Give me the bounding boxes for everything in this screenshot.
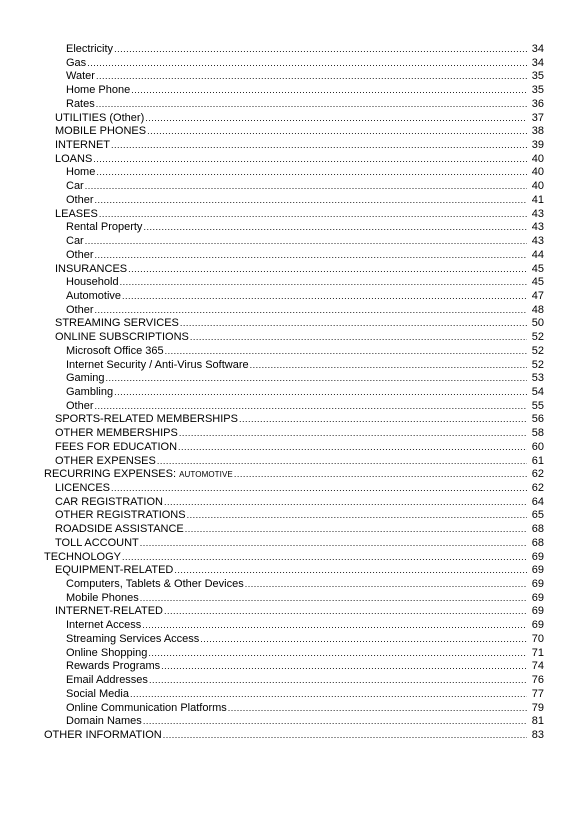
dot-leader — [106, 372, 527, 386]
toc-entry[interactable] — [0, 674, 574, 688]
toc-entry[interactable] — [0, 509, 574, 523]
toc-entry-page: 41 — [531, 193, 544, 206]
toc-entry-title: SPORTS-RELATED MEMBERSHIPS — [55, 413, 238, 426]
toc-entry-page: 53 — [531, 372, 544, 385]
toc-entry-page: 50 — [531, 317, 544, 330]
toc-entry-subtitle: AUTOMOTIVE — [179, 470, 233, 480]
toc-entry-title: Car — [66, 180, 84, 193]
toc-entry-page: 40 — [531, 166, 544, 179]
toc-entry-title: Rewards Programs — [66, 660, 161, 673]
toc-entry-title: INTERNET-RELATED — [55, 605, 163, 618]
toc-entry-page: 71 — [531, 646, 544, 659]
toc-entry-title: Home — [66, 166, 96, 179]
toc-entry-title: OTHER REGISTRATIONS — [55, 509, 186, 522]
toc-entry-title: LICENCES — [55, 482, 111, 494]
dot-leader — [245, 578, 527, 592]
toc-entry-title: MOBILE PHONES — [55, 125, 147, 138]
toc-entry-page: 62 — [531, 468, 544, 481]
toc-entry-title: ROADSIDE ASSISTANCE — [55, 523, 184, 536]
toc-entry[interactable] — [0, 166, 574, 180]
toc-entry[interactable] — [0, 455, 574, 469]
toc-entry[interactable] — [0, 537, 574, 551]
toc-entry-page: 52 — [531, 358, 544, 371]
toc-entry-page: 70 — [531, 632, 544, 645]
toc-entry[interactable] — [0, 331, 574, 345]
toc-entry-page: 35 — [531, 70, 544, 83]
toc-entry-title: Microsoft Office 365 — [66, 344, 164, 357]
toc-entry-title: Online Shopping — [66, 646, 148, 659]
toc-entry[interactable] — [0, 729, 574, 743]
toc-entry[interactable] — [0, 84, 574, 98]
dot-leader — [140, 537, 527, 551]
toc-entry-page: 56 — [531, 413, 544, 426]
toc-entry[interactable] — [0, 523, 574, 537]
dot-leader — [128, 263, 527, 277]
toc-entry-page: 69 — [531, 564, 544, 577]
dot-leader — [96, 166, 527, 180]
toc-entry-page: 64 — [531, 495, 544, 508]
toc-entry-page: 40 — [531, 180, 544, 193]
toc-entry-title: OTHER MEMBERSHIPS — [55, 427, 178, 440]
toc-entry-title: Gas — [66, 56, 87, 69]
toc-entry[interactable] — [0, 57, 574, 71]
toc-entry[interactable] — [0, 359, 574, 373]
toc-entry[interactable] — [0, 249, 574, 263]
dot-leader — [130, 688, 527, 702]
dot-leader — [250, 359, 527, 373]
toc-entry-page: 69 — [531, 550, 544, 563]
toc-entry-title: Water — [66, 70, 95, 83]
table-of-contents — [0, 43, 574, 743]
toc-entry-title: ONLINE SUBSCRIPTIONS — [55, 331, 189, 344]
toc-entry-title: STREAMING SERVICES — [55, 317, 179, 330]
toc-entry-page: 69 — [531, 605, 544, 618]
toc-entry[interactable] — [0, 345, 574, 359]
dot-leader — [190, 331, 527, 345]
toc-entry[interactable] — [0, 153, 574, 167]
toc-entry-page: 68 — [531, 536, 544, 549]
toc-entry[interactable] — [0, 482, 574, 496]
dot-leader — [122, 290, 527, 304]
toc-entry-page: 52 — [531, 344, 544, 357]
toc-entry-title: Other — [66, 303, 94, 316]
toc-entry[interactable] — [0, 208, 574, 222]
dot-leader — [85, 180, 527, 194]
dot-leader — [157, 455, 527, 469]
dot-leader — [131, 84, 527, 98]
toc-entry-title: Computers, Tablets & Other Devices — [66, 578, 244, 591]
toc-entry[interactable] — [0, 290, 574, 304]
dot-leader — [99, 208, 527, 222]
dot-leader — [140, 592, 527, 606]
dot-leader — [187, 509, 527, 523]
toc-entry-page: 43 — [531, 235, 544, 248]
dot-leader — [228, 702, 527, 716]
dot-leader — [143, 221, 527, 235]
toc-entry-title: Other — [66, 248, 94, 261]
dot-leader — [174, 564, 527, 578]
toc-entry-title: TECHNOLOGY — [44, 550, 122, 563]
toc-entry-page: 47 — [531, 289, 544, 302]
toc-entry-page: 37 — [531, 111, 544, 124]
toc-entry-title: Gaming — [66, 372, 105, 385]
toc-entry-page: 40 — [531, 152, 544, 165]
toc-entry[interactable] — [0, 413, 574, 427]
toc-entry-page: 44 — [531, 248, 544, 261]
dot-leader — [95, 400, 527, 414]
toc-entry[interactable] — [0, 139, 574, 153]
toc-entry[interactable] — [0, 427, 574, 441]
toc-entry-title: OTHER EXPENSES — [55, 454, 156, 467]
toc-entry[interactable] — [0, 633, 574, 647]
toc-entry-title: Email Addresses — [66, 674, 148, 687]
toc-entry-title: Gambling — [66, 385, 114, 398]
toc-entry-page: 69 — [531, 591, 544, 604]
dot-leader — [95, 304, 527, 318]
dot-leader — [95, 249, 527, 263]
toc-entry-title: UTILITIES (Other) — [55, 111, 145, 124]
dot-leader — [96, 70, 527, 84]
dot-leader — [114, 43, 527, 57]
toc-entry[interactable] — [0, 70, 574, 84]
toc-entry-title: FEES FOR EDUCATION — [55, 440, 178, 453]
dot-leader — [143, 715, 527, 729]
toc-entry-page: 76 — [531, 674, 544, 687]
toc-entry[interactable] — [0, 125, 574, 139]
toc-entry-title: INSURANCES — [55, 262, 128, 275]
toc-entry-page: 34 — [531, 43, 544, 55]
dot-leader — [111, 482, 527, 496]
toc-entry[interactable] — [0, 304, 574, 318]
toc-entry-page: 65 — [531, 509, 544, 522]
toc-entry-title: Rates — [66, 97, 95, 110]
toc-entry-title: LOANS — [55, 152, 93, 165]
dot-leader — [178, 441, 527, 455]
dot-leader — [111, 139, 527, 153]
dot-leader — [179, 427, 527, 441]
toc-entry-title: EQUIPMENT-RELATED — [55, 564, 174, 577]
toc-entry-page: 35 — [531, 84, 544, 97]
toc-entry-title: OTHER INFORMATION — [44, 728, 162, 741]
dot-leader — [95, 194, 527, 208]
toc-entry[interactable] — [0, 619, 574, 633]
dot-leader — [122, 551, 527, 565]
toc-entry[interactable] — [0, 688, 574, 702]
dot-leader — [114, 386, 527, 400]
toc-entry[interactable] — [0, 112, 574, 126]
dot-leader — [87, 57, 527, 71]
toc-entry-title: Mobile Phones — [66, 591, 139, 604]
toc-entry-title: Automotive — [66, 289, 122, 302]
toc-entry[interactable] — [0, 592, 574, 606]
toc-entry-page: 43 — [531, 221, 544, 234]
dot-leader — [164, 605, 527, 619]
dot-leader — [142, 619, 527, 633]
toc-entry-title: Social Media — [66, 687, 129, 700]
toc-entry-page: 39 — [531, 139, 544, 152]
toc-entry[interactable] — [0, 564, 574, 578]
toc-entry[interactable] — [0, 194, 574, 208]
toc-entry[interactable] — [0, 551, 574, 565]
toc-entry[interactable] — [0, 386, 574, 400]
toc-entry-title: LEASES — [55, 207, 98, 220]
dot-leader — [96, 98, 527, 112]
toc-entry-page: 34 — [531, 56, 544, 69]
toc-entry-title: TOLL ACCOUNT — [55, 536, 139, 549]
toc-entry[interactable] — [0, 235, 574, 249]
dot-leader — [147, 125, 527, 139]
toc-entry-page: 60 — [531, 440, 544, 453]
toc-entry-page: 38 — [531, 125, 544, 138]
toc-entry[interactable] — [0, 400, 574, 414]
dot-leader — [85, 235, 527, 249]
toc-entry-page: 77 — [531, 687, 544, 700]
toc-entry-page: 69 — [531, 578, 544, 591]
toc-entry-title: Household — [66, 276, 119, 289]
toc-entry-page: 55 — [531, 399, 544, 412]
dot-leader — [180, 317, 527, 331]
toc-entry-page: 81 — [531, 715, 544, 728]
dot-leader — [185, 523, 527, 537]
toc-entry-title: INTERNET — [55, 139, 110, 152]
toc-entry-page: 48 — [531, 303, 544, 316]
toc-entry[interactable] — [0, 276, 574, 290]
dot-leader — [149, 674, 527, 688]
toc-entry[interactable] — [0, 180, 574, 194]
toc-entry[interactable] — [0, 660, 574, 674]
dot-leader — [161, 660, 527, 674]
toc-entry[interactable] — [0, 372, 574, 386]
toc-entry-page: 45 — [531, 262, 544, 275]
toc-entry[interactable] — [0, 221, 574, 235]
toc-entry-page: 74 — [531, 660, 544, 673]
toc-entry-title: Domain Names — [66, 715, 142, 728]
toc-entry[interactable] — [0, 43, 574, 57]
toc-entry[interactable] — [0, 263, 574, 277]
toc-entry-page: 62 — [531, 482, 544, 494]
toc-entry-title: Online Communication Platforms — [66, 701, 227, 714]
toc-entry-title: Other — [66, 399, 94, 412]
dot-leader — [163, 729, 527, 743]
toc-entry-title: CAR REGISTRATION — [55, 495, 163, 508]
toc-entry-page: 58 — [531, 427, 544, 440]
toc-entry[interactable] — [0, 715, 574, 729]
toc-entry[interactable] — [0, 98, 574, 112]
toc-entry-page: 61 — [531, 454, 544, 467]
toc-entry[interactable] — [0, 441, 574, 455]
toc-entry-title: Home Phone — [66, 84, 131, 97]
toc-entry-page: 69 — [531, 619, 544, 632]
dot-leader — [200, 633, 527, 647]
toc-entry[interactable] — [0, 647, 574, 661]
dot-leader — [148, 647, 527, 661]
dot-leader — [145, 112, 527, 126]
dot-leader — [93, 153, 527, 167]
dot-leader — [120, 276, 527, 290]
dot-leader — [165, 345, 527, 359]
toc-entry-page: 54 — [531, 385, 544, 398]
toc-entry-page: 36 — [531, 97, 544, 110]
toc-entry-page: 83 — [531, 728, 544, 741]
toc-entry-title: Internet Access — [66, 619, 142, 632]
toc-entry-title: Rental Property — [66, 221, 143, 234]
toc-entry-title: Electricity — [66, 43, 114, 55]
toc-entry[interactable] — [0, 317, 574, 331]
toc-entry-page: 43 — [531, 207, 544, 220]
toc-entry[interactable] — [0, 496, 574, 510]
dot-leader — [234, 468, 527, 482]
toc-entry-page: 45 — [531, 276, 544, 289]
toc-entry[interactable] — [0, 605, 574, 619]
dot-leader — [239, 413, 527, 427]
toc-entry[interactable] — [0, 468, 574, 482]
dot-leader — [164, 496, 527, 510]
toc-entry-title: Streaming Services Access — [66, 632, 200, 645]
toc-entry-title: Other — [66, 193, 94, 206]
toc-entry-title: Internet Security / Anti-Virus Software — [66, 358, 249, 371]
toc-entry-page: 68 — [531, 523, 544, 536]
toc-entry-page: 52 — [531, 331, 544, 344]
toc-entry[interactable] — [0, 578, 574, 592]
toc-entry[interactable] — [0, 702, 574, 716]
toc-entry-title: RECURRING EXPENSES: AUTOMOTIVE — [44, 468, 233, 481]
toc-entry-page: 79 — [531, 701, 544, 714]
toc-entry-title: Car — [66, 235, 84, 248]
